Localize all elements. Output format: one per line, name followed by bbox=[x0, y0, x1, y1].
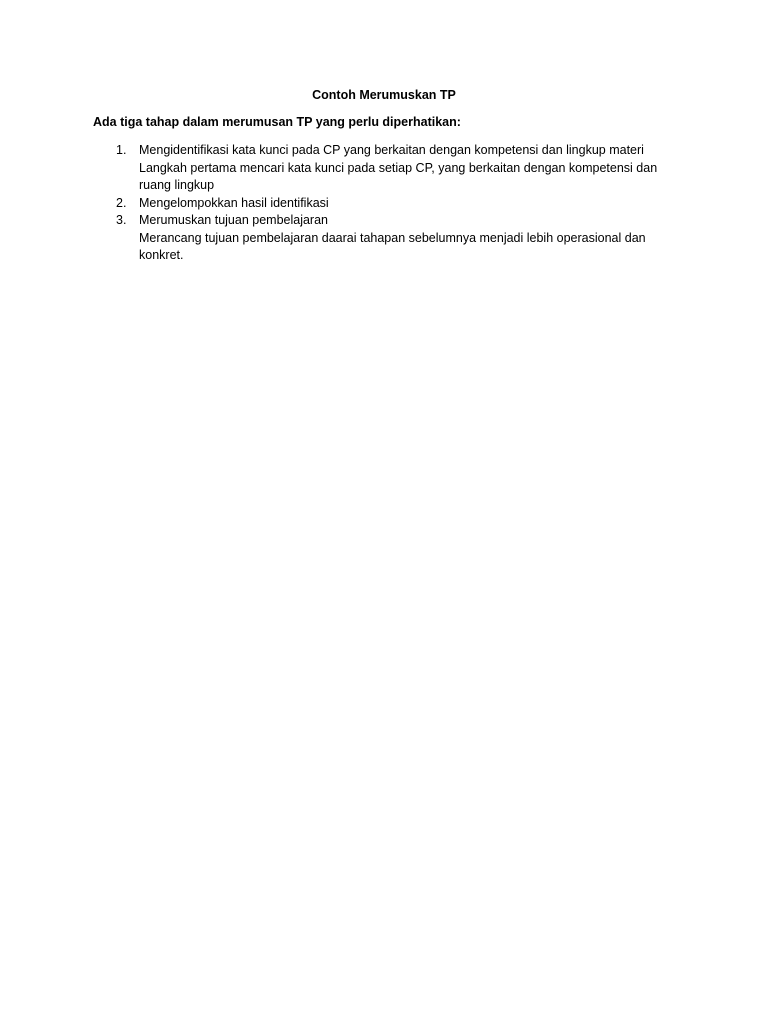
step-title: Mengidentifikasi kata kunci pada CP yang berkaitan dengan kompetensi dan lingkup materi bbox=[139, 143, 644, 157]
intro-paragraph: Ada tiga tahap dalam merumusan TP yang perlu diperhatikan: bbox=[93, 115, 461, 129]
step-description: Merancang tujuan pembelajaran daarai tahapan sebelumnya menjadi lebih operasional dan konkret. bbox=[139, 230, 646, 262]
document-title: Contoh Merumuskan TP bbox=[312, 88, 456, 102]
list-number: 3. bbox=[116, 213, 127, 227]
step-title: Merumuskan tujuan pembelajaran bbox=[139, 213, 328, 227]
step-description: Langkah pertama mencari kata kunci pada setiap CP, yang berkaitan dengan kompetensi dan ruang lingkup bbox=[139, 160, 658, 192]
list-number: 1. bbox=[116, 143, 127, 157]
list-number: 2. bbox=[116, 195, 127, 210]
list-item-step-2 bbox=[93, 195, 683, 213]
list-item-step-1 bbox=[93, 142, 683, 195]
list-item-step-3 bbox=[93, 212, 683, 265]
step-title: Mengelompokkan hasil identifikasi bbox=[139, 195, 329, 210]
steps-list bbox=[93, 142, 683, 265]
